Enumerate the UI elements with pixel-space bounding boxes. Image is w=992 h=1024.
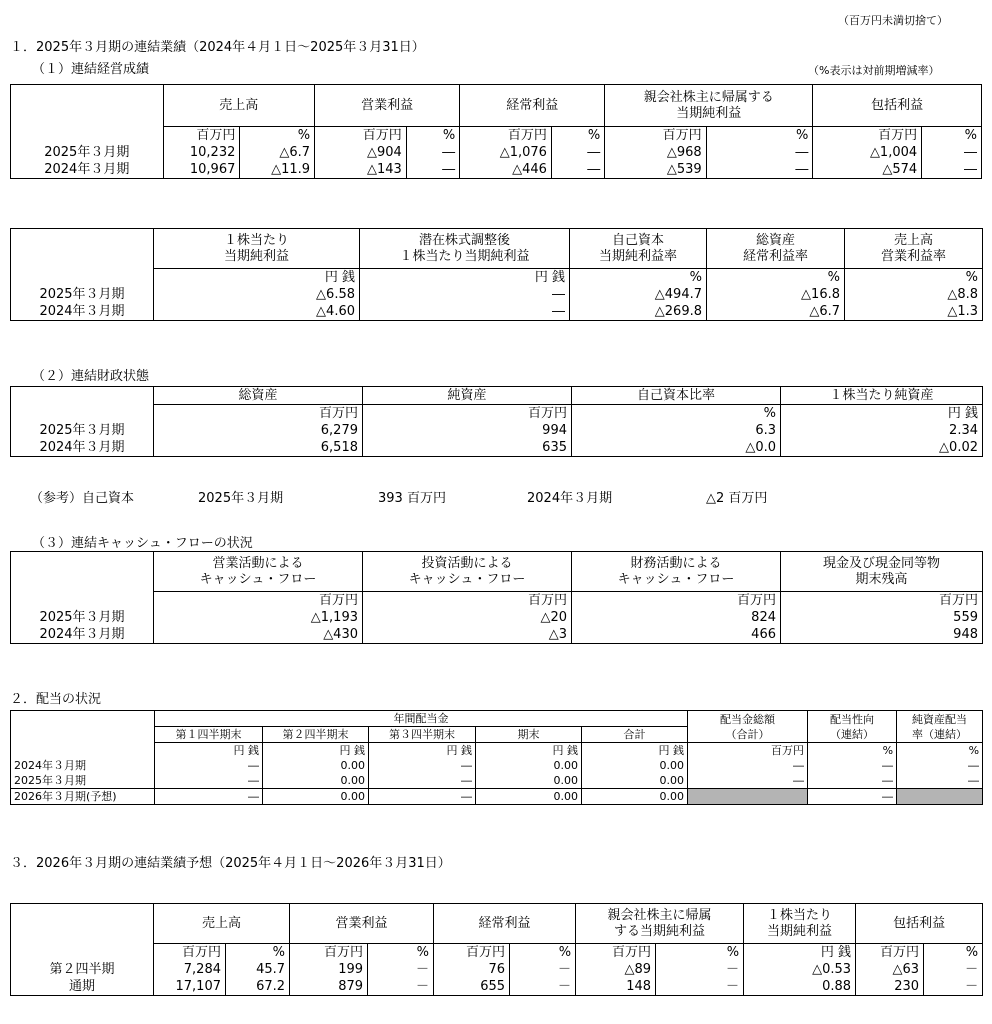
- table-row: 2026年３月期(予想) ― 0.00 ― 0.00 0.00 ―: [11, 789, 983, 805]
- table-row: 2024年３月期 ― 0.00 ― 0.00 0.00 ― ― ―: [11, 758, 983, 773]
- header-cash-balance: 現金及び現金同等物 期末残高: [781, 552, 983, 592]
- unit-cell: 百万円: [290, 944, 368, 962]
- unit-cell: %: [897, 743, 983, 759]
- header-comprehensive-income: 包括利益: [856, 904, 983, 944]
- unit-cell: 百万円: [781, 592, 983, 610]
- header-doe: 純資産配当 率（連結）: [897, 711, 983, 743]
- header-operating-income: 営業利益: [290, 904, 434, 944]
- financial-position-table: [10, 386, 983, 457]
- header-annual-dividends: 年間配当金: [155, 711, 688, 727]
- row-label: 第２四半期: [11, 961, 154, 978]
- reference-period-2025: 2025年３月期: [198, 491, 284, 506]
- header-eps: １株当たり 当期純利益: [744, 904, 856, 944]
- table-row: 通期 17,107 67.2 879 － 655 － 148 － 0.88 230 －: [11, 978, 983, 996]
- header-operating-income: 営業利益: [315, 85, 460, 127]
- table-row: 2024年３月期 △4.60 ― △269.8 △6.7 △1.3: [11, 303, 983, 321]
- table-row: 2024年３月期 △430 △3 466 948: [11, 626, 983, 644]
- unit-cell: 百万円: [363, 405, 572, 423]
- unit-cell: 百万円: [460, 127, 552, 145]
- unit-cell: 百万円: [434, 944, 510, 962]
- header-roe: 自己資本 当期純利益率: [570, 229, 707, 269]
- shaded-cell: [688, 789, 808, 805]
- table-row: 第２四半期 7,284 45.7 199 － 76 － △89 － △0.53 △63 －: [11, 961, 983, 978]
- sub3-title: （３）連結キャッシュ・フローの状況: [32, 536, 253, 551]
- unit-cell: %: [406, 127, 459, 145]
- row-label: 2025年３月期: [11, 286, 154, 303]
- reference-value-2024: △2 百万円: [706, 491, 768, 506]
- percentage-note: （%表示は対前期増減率）: [808, 64, 940, 77]
- unit-cell: 円 銭: [155, 743, 263, 759]
- unit-cell: %: [706, 127, 813, 145]
- ratios-table: [10, 228, 983, 321]
- header-investing-cf: 投資活動による キャッシュ・フロー: [363, 552, 572, 592]
- header-eps: １株当たり 当期純利益: [154, 229, 360, 269]
- sub2-title: （２）連結財政状態: [32, 369, 150, 384]
- header-diluted-eps: 潜在株式調整後 １株当たり当期純利益: [360, 229, 570, 269]
- table-row: 2024年３月期 10,967 △11.9 △143 ― △446 ― △539 ― △574 ―: [11, 161, 982, 179]
- unit-cell: %: [368, 944, 434, 962]
- unit-cell: %: [924, 944, 983, 962]
- reference-period-2024: 2024年３月期: [527, 491, 613, 506]
- unit-cell: 百万円: [154, 592, 363, 610]
- sub1-title: （１）連結経営成績: [32, 62, 150, 77]
- header-financing-cf: 財務活動による キャッシュ・フロー: [572, 552, 781, 592]
- row-label: 2024年３月期: [11, 303, 154, 321]
- section1-title: １．2025年３月期の連結業績（2024年４月１日～2025年３月31日）: [10, 40, 425, 55]
- forecast-table: [10, 903, 983, 996]
- header-operating-cf: 営業活動による キャッシュ・フロー: [154, 552, 363, 592]
- shaded-cell: [897, 789, 983, 805]
- header-q3-end: 第３四半期末: [369, 727, 476, 743]
- header-net-assets: 純資産: [363, 387, 572, 405]
- unit-cell: 百万円: [688, 743, 808, 759]
- header-q2-end: 第２四半期末: [263, 727, 369, 743]
- unit-cell: 百万円: [315, 127, 407, 145]
- unit-cell: %: [572, 405, 781, 423]
- operating-results-table: [10, 84, 982, 179]
- row-label: 2024年３月期: [11, 161, 164, 179]
- unit-cell: %: [226, 944, 290, 962]
- table-row: 2025年３月期 10,232 △6.7 △904 ― △1,076 ― △968 ― △1,004 ―: [11, 144, 982, 161]
- unit-cell: 百万円: [576, 944, 656, 962]
- header-total: 合計: [582, 727, 688, 743]
- row-label: 2025年３月期: [11, 773, 155, 789]
- unit-cell: 円 銭: [476, 743, 582, 759]
- header-total-assets: 総資産: [154, 387, 363, 405]
- header-bps: １株当たり純資産: [781, 387, 983, 405]
- unit-cell: 円 銭: [154, 269, 360, 287]
- header-sales: 売上高: [163, 85, 315, 127]
- unit-cell: 円 銭: [360, 269, 570, 287]
- row-label: 2025年３月期: [11, 144, 164, 161]
- header-q1-end: 第１四半期末: [155, 727, 263, 743]
- unit-cell: 百万円: [154, 405, 363, 423]
- table-row: 2024年３月期 6,518 635 △0.0 △0.02: [11, 439, 983, 457]
- row-label: 2025年３月期: [11, 609, 154, 626]
- table-row: 2025年３月期 ― 0.00 ― 0.00 0.00 ― ― ―: [11, 773, 983, 789]
- unit-cell: 百万円: [363, 592, 572, 610]
- unit-cell: 円 銭: [369, 743, 476, 759]
- unit-cell: %: [570, 269, 707, 287]
- header-payout-ratio: 配当性向 （連結）: [808, 711, 897, 743]
- unit-cell: 百万円: [572, 592, 781, 610]
- unit-cell: %: [808, 743, 897, 759]
- table-row: 2025年３月期 6,279 994 6.3 2.34: [11, 422, 983, 439]
- header-total-dividends: 配当金総額 （合計）: [688, 711, 808, 743]
- unit-note: （百万円未満切捨て）: [838, 14, 948, 27]
- unit-cell: %: [656, 944, 744, 962]
- unit-cell: 円 銭: [744, 944, 856, 962]
- reference-value-2025: 393 百万円: [378, 491, 446, 506]
- unit-cell: %: [922, 127, 982, 145]
- section3-title: ３．2026年３月期の連結業績予想（2025年４月１日～2026年３月31日）: [10, 856, 451, 871]
- table-row: 2025年３月期 △6.58 ― △494.7 △16.8 △8.8: [11, 286, 983, 303]
- header-net-income: 親会社株主に帰属 する当期純利益: [576, 904, 744, 944]
- unit-cell: 百万円: [163, 127, 240, 145]
- unit-cell: 円 銭: [781, 405, 983, 423]
- reference-label: （参考）自己資本: [30, 491, 135, 506]
- row-label: 2025年３月期: [11, 422, 154, 439]
- section2-title: ２．配当の状況: [10, 692, 102, 707]
- row-label: 2024年３月期: [11, 439, 154, 457]
- row-label: 2024年３月期: [11, 626, 154, 644]
- header-year-end: 期末: [476, 727, 582, 743]
- unit-cell: 百万円: [605, 127, 706, 145]
- row-label: 通期: [11, 978, 154, 996]
- dividends-table: [10, 710, 983, 805]
- header-comprehensive-income: 包括利益: [813, 85, 982, 127]
- unit-cell: 百万円: [813, 127, 922, 145]
- header-net-income: 親会社株主に帰属する 当期純利益: [605, 85, 813, 127]
- header-ordinary-income: 経常利益: [460, 85, 605, 127]
- header-sales: 売上高: [154, 904, 290, 944]
- unit-cell: 円 銭: [582, 743, 688, 759]
- header-roa: 総資産 経常利益率: [707, 229, 845, 269]
- row-label: 2026年３月期(予想): [11, 789, 155, 805]
- cash-flow-table: [10, 551, 983, 644]
- unit-cell: 百万円: [154, 944, 226, 962]
- unit-cell: 百万円: [856, 944, 924, 962]
- unit-cell: 円 銭: [263, 743, 369, 759]
- unit-cell: %: [707, 269, 845, 287]
- unit-cell: %: [510, 944, 576, 962]
- table-row: 2025年３月期 △1,193 △20 824 559: [11, 609, 983, 626]
- header-operating-margin: 売上高 営業利益率: [845, 229, 983, 269]
- header-ordinary-income: 経常利益: [434, 904, 576, 944]
- header-equity-ratio: 自己資本比率: [572, 387, 781, 405]
- unit-cell: %: [551, 127, 604, 145]
- unit-cell: %: [240, 127, 315, 145]
- unit-cell: %: [845, 269, 983, 287]
- row-label: 2024年３月期: [11, 758, 155, 773]
